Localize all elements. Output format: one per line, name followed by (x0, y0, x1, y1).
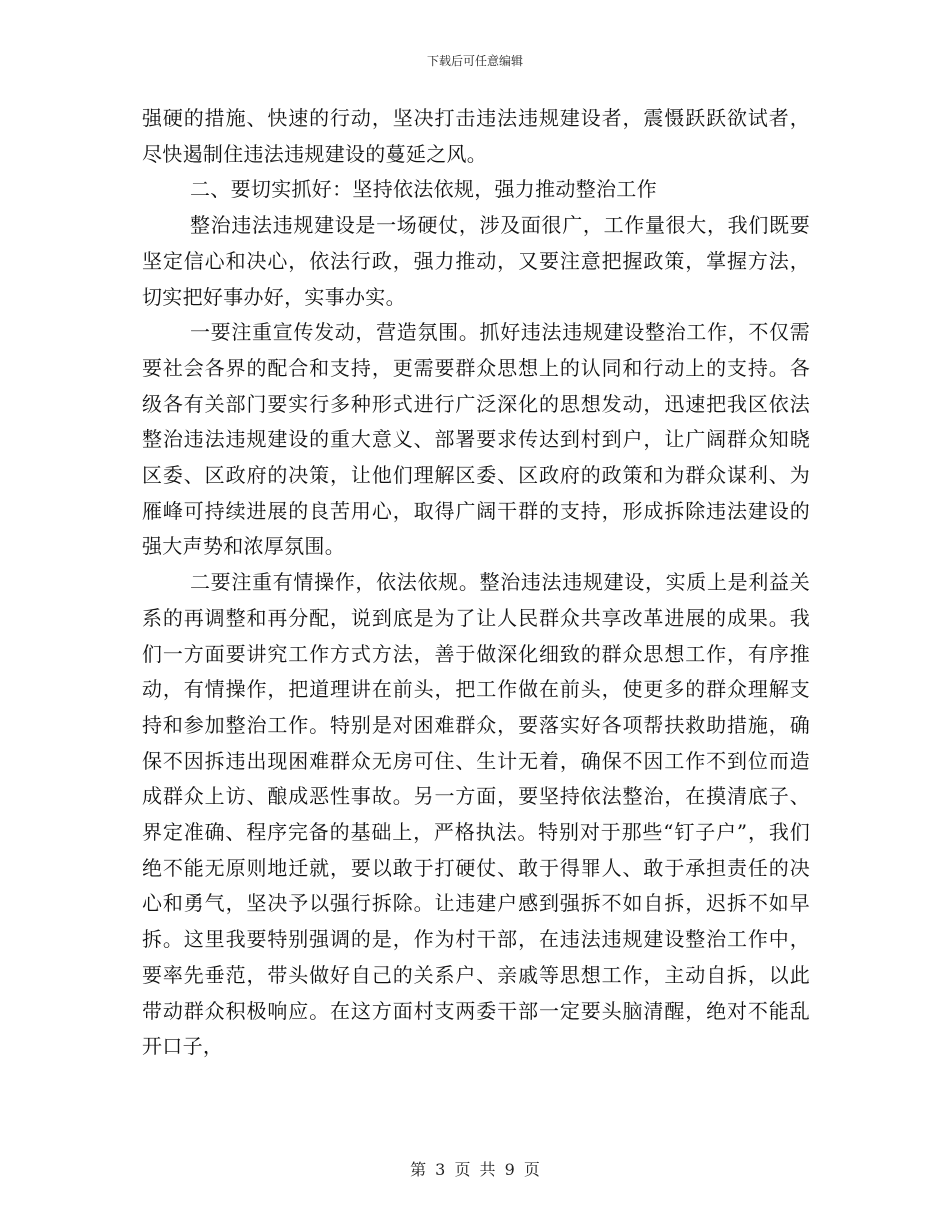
document-body (142, 101, 810, 1065)
page-number: 第 3 页 共 9 页 (410, 1160, 540, 1179)
section-heading: 二、要切实抓好：坚持依法依规，强力推动整治工作 (190, 177, 657, 202)
paragraph: 整治违法违规建设是一场硬仗，涉及面很广，工作量很大，我们既要坚定信心和决心，依法行政，强力推动，又要注意把握政策，掌握方法，切实把好事办好，实事办实。 (142, 213, 810, 309)
paragraph: 一要注重宣传发动，营造氛围。抓好违法违规建设整治工作，不仅需要社会各界的配合和支持，更需要群众思想上的认同和行动上的支持。各级各有关部门要实行多种形式进行广泛深化的思想发动，迅速把我区依法整治违法违规建设的重大意义、部署要求传达到村到户，让广阔群众知晓区委、区政府的决策，让他们理解区委、区政府的政策和为群众谋利、为雁峰可持续进展的良苦用心，取得广阔干群的支持，形成拆除违法建设的强大声势和浓厚氛围。 (142, 320, 810, 559)
paragraph-continuation: 强硬的措施、快速的行动，坚决打击违法违规建设者，震慑跃跃欲试者，尽快遏制住违法违规建设的蔓延之风。 (142, 106, 810, 166)
paragraph: 二要注重有情操作，依法依规。整治违法违规建设，实质上是利益关系的再调整和再分配，说到底是为了让人民群众共享改革进展的成果。我们一方面要讲究工作方式方法，善于做深化细致的群众思想工作，有序推动，有情操作，把道理讲在前头，把工作做在前头，使更多的群众理解支持和参加整治工作。特别是对困难群众，要落实好各项帮扶救助措施，确保不因拆违出现困难群众无房可住、生计无着，确保不因工作不到位而造成群众上访、酿成恶性事故。另一方面，要坚持依法整治，在摸清底子、界定准确、程序完备的基础上，严格执法。特别对于那些“钉子户”，我们绝不能无原则地迁就，要以敢于打硬仗、敢于得罪人、敢于承担责任的决心和勇气，坚决予以强行拆除。让违建户感到强拆不如自拆，迟拆不如早拆。这里我要特别强调的是，作为村干部，在违法违规建设整治工作中，要率先垂范，带头做好自己的关系户、亲戚等思想工作，主动自拆，以此带动群众积极响应。在这方面村支两委干部一定要头脑清醒，绝对不能乱开口子， (142, 570, 810, 1059)
page-header: 下载后可任意编辑 (426, 54, 523, 68)
